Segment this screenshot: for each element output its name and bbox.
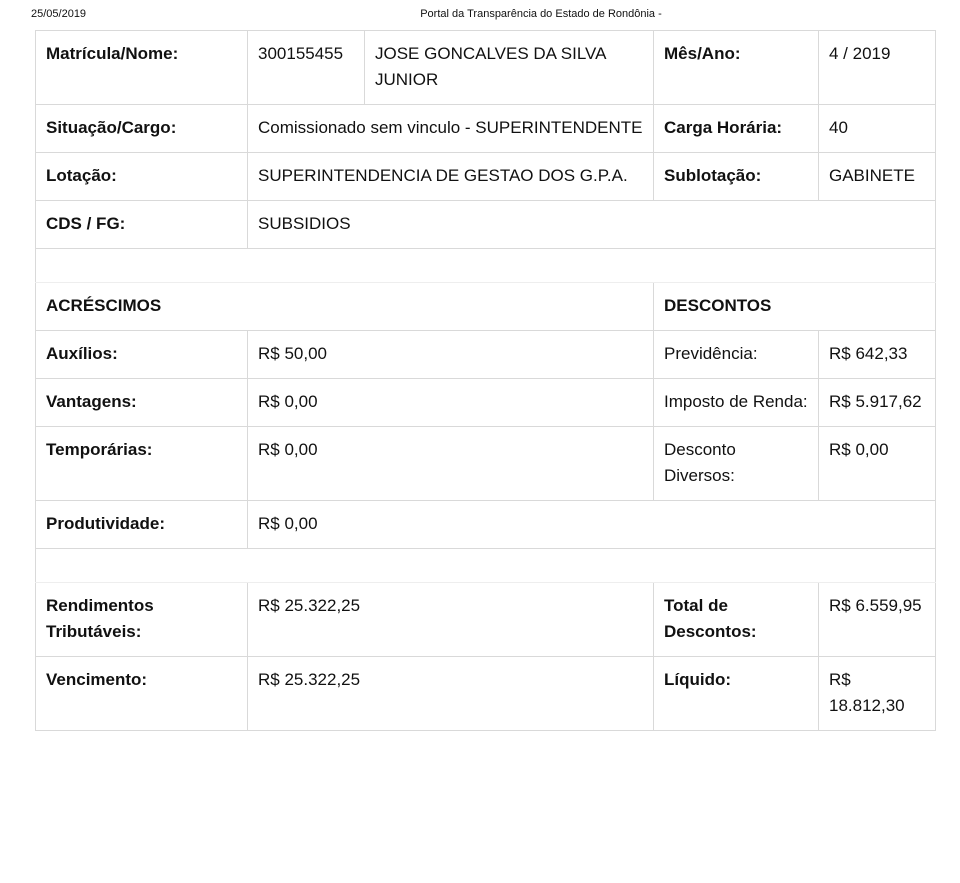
liquido-value: R$ 18.812,30 — [819, 657, 936, 731]
acrescimos-title: ACRÉSCIMOS — [36, 283, 654, 331]
vencimento-label: Vencimento: — [36, 657, 248, 731]
diversos-label: Desconto Diversos: — [654, 427, 819, 501]
row-matricula — [36, 31, 936, 105]
matricula-value: 300155455 — [248, 31, 365, 105]
row-auxilios — [36, 331, 936, 379]
previdencia-label: Previdência: — [654, 331, 819, 379]
carga-value: 40 — [819, 105, 936, 153]
cds-value: SUBSIDIOS — [248, 201, 936, 249]
temporarias-label: Temporárias: — [36, 427, 248, 501]
diversos-value: R$ 0,00 — [819, 427, 936, 501]
sublotacao-label: Sublotação: — [654, 153, 819, 201]
auxilios-value: R$ 50,00 — [248, 331, 654, 379]
previdencia-value: R$ 642,33 — [819, 331, 936, 379]
imposto-value: R$ 5.917,62 — [819, 379, 936, 427]
rendimentos-value: R$ 25.322,25 — [248, 583, 654, 657]
matricula-label: Matrícula/Nome: — [36, 31, 248, 105]
lotacao-value: SUPERINTENDENCIA DE GESTAO DOS G.P.A. — [248, 153, 654, 201]
spacer-row — [36, 549, 936, 583]
row-temporarias — [36, 427, 936, 501]
mes-ano-label: Mês/Ano: — [654, 31, 819, 105]
situacao-value: Comissionado sem vinculo - SUPERINTENDENTE — [248, 105, 654, 153]
row-vantagens — [36, 379, 936, 427]
produtividade-value: R$ 0,00 — [248, 501, 936, 549]
produtividade-label: Produtividade: — [36, 501, 248, 549]
sublotacao-value: GABINETE — [819, 153, 936, 201]
row-vencimento — [36, 657, 936, 731]
nome-value: JOSE GONCALVES DA SILVA JUNIOR — [365, 31, 654, 105]
auxilios-label: Auxílios: — [36, 331, 248, 379]
report-date: 25/05/2019 — [31, 8, 87, 20]
lotacao-label: Lotação: — [36, 153, 248, 201]
descontos-title: DESCONTOS — [654, 283, 936, 331]
report-title: Portal da Transparência do Estado de Rondônia - — [420, 8, 662, 20]
imposto-label: Imposto de Renda: — [654, 379, 819, 427]
vantagens-label: Vantagens: — [36, 379, 248, 427]
row-produtividade — [36, 501, 936, 549]
situacao-label: Situação/Cargo: — [36, 105, 248, 153]
total-descontos-value: R$ 6.559,95 — [819, 583, 936, 657]
row-lotacao — [36, 153, 936, 201]
row-cds — [36, 201, 936, 249]
rendimentos-label: Rendimentos Tributáveis: — [36, 583, 248, 657]
spacer-row — [36, 249, 936, 283]
row-rendimentos — [36, 583, 936, 657]
vantagens-value: R$ 0,00 — [248, 379, 654, 427]
payslip-table — [35, 30, 936, 731]
row-situacao — [36, 105, 936, 153]
mes-ano-value: 4 / 2019 — [819, 31, 936, 105]
cds-label: CDS / FG: — [36, 201, 248, 249]
temporarias-value: R$ 0,00 — [248, 427, 654, 501]
row-section-titles — [36, 283, 936, 331]
vencimento-value: R$ 25.322,25 — [248, 657, 654, 731]
carga-label: Carga Horária: — [654, 105, 819, 153]
total-descontos-label: Total de Descontos: — [654, 583, 819, 657]
liquido-label: Líquido: — [654, 657, 819, 731]
